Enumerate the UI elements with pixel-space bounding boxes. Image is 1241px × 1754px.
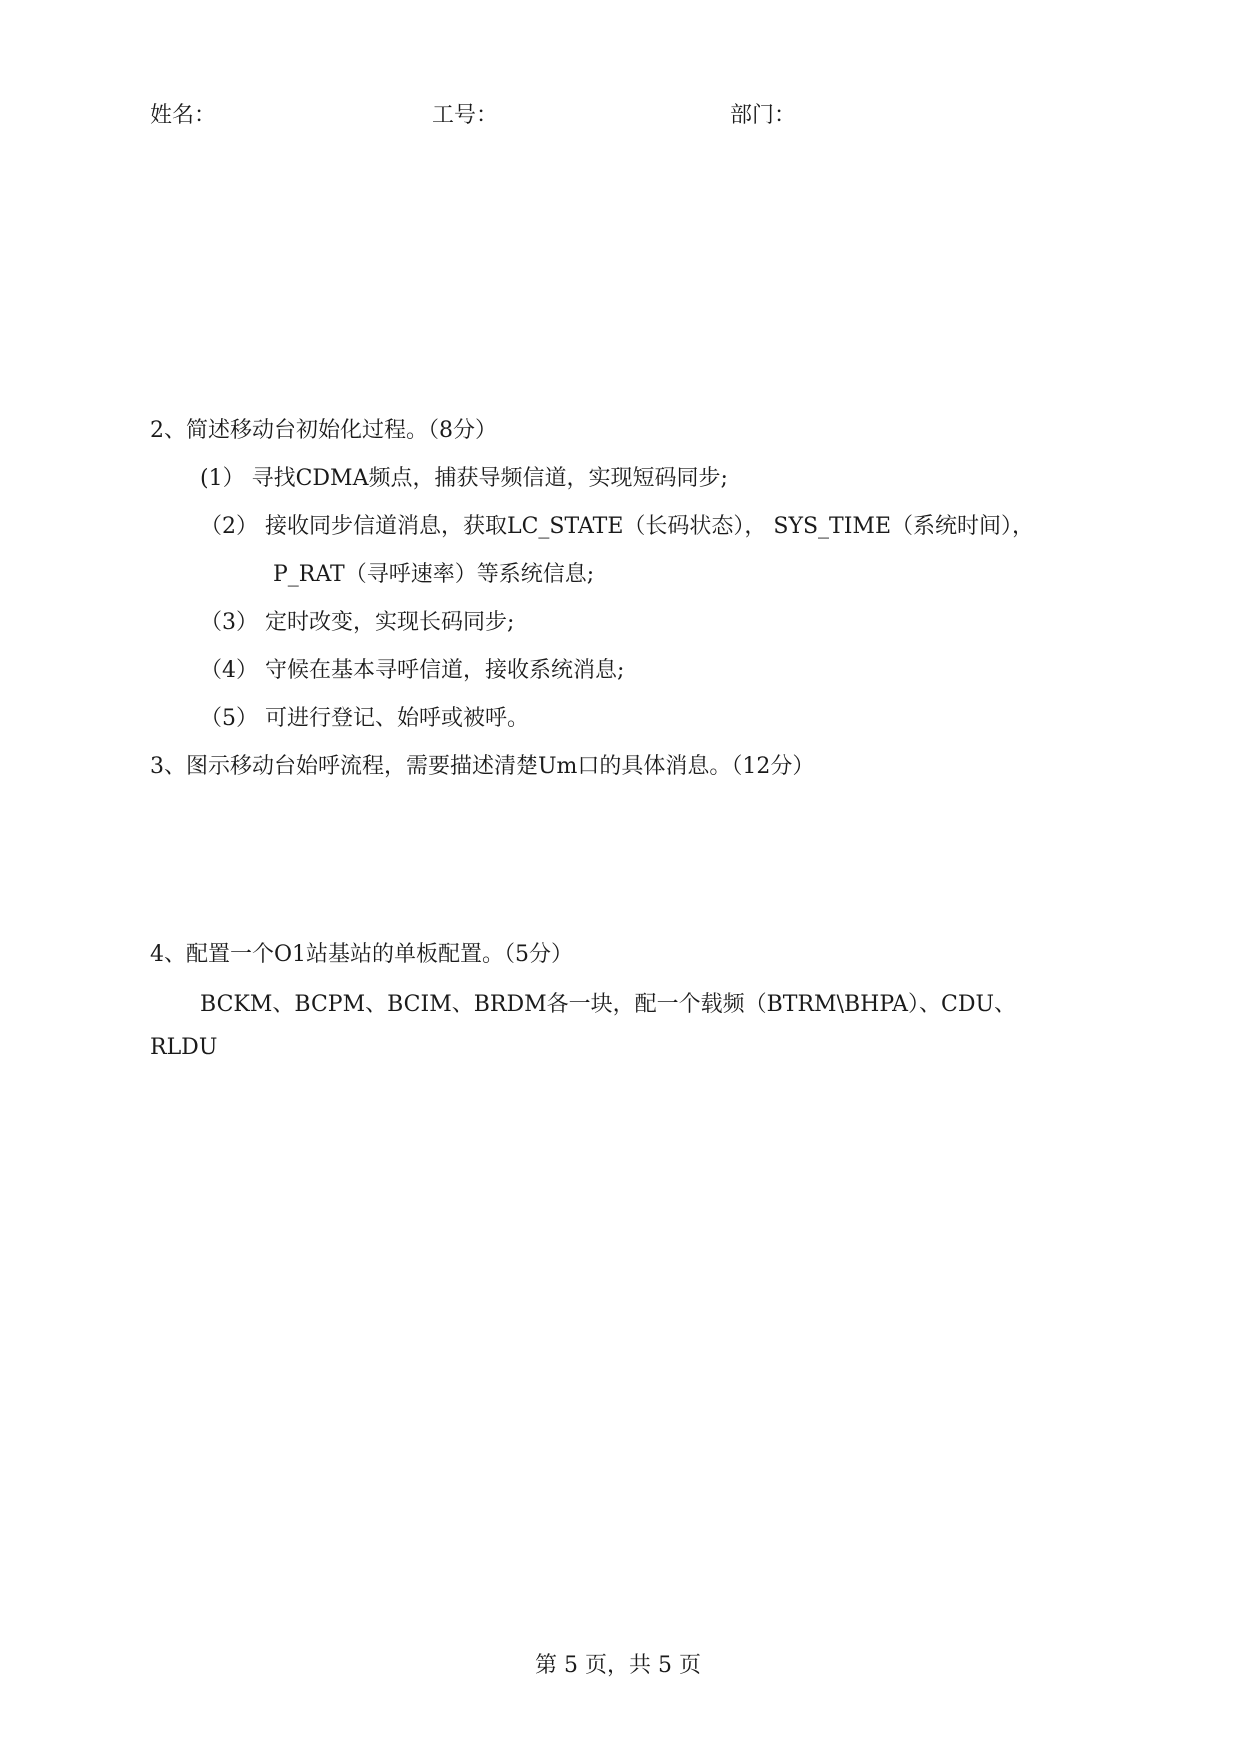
q2-step-1: (1） 寻找CDMA频点，捕获导频信道，实现短码同步; — [200, 466, 728, 491]
question-2-title: 2、简述移动台初始化过程。（8分） — [150, 418, 497, 443]
q2-step-2-continued: P_RAT（寻呼速率）等系统信息; — [273, 562, 595, 587]
page-number-footer: 第 5 页，共 5 页 — [535, 1653, 701, 1678]
q2-step-2: （2） 接收同步信道消息，获取LC_STATE（长码状态）， SYS_TIME（系统时间）， — [200, 514, 1035, 539]
name-label: 姓名： — [150, 103, 217, 128]
employee-id-label: 工号： — [432, 103, 499, 128]
department-label: 部门： — [730, 103, 797, 128]
question-3-title: 3、图示移动台始呼流程，需要描述清楚Um口的具体消息。（12分） — [150, 754, 815, 779]
question-4-title: 4、配置一个O1站基站的单板配置。（5分） — [150, 942, 574, 967]
q4-answer-line-1: BCKM、BCPM、BCIM、BRDM各一块，配一个载频（BTRM\BHPA）、CDU、 — [200, 992, 1017, 1017]
q2-step-5: （5） 可进行登记、始呼或被呼。 — [200, 706, 529, 731]
q2-step-3: （3） 定时改变，实现长码同步; — [200, 610, 515, 635]
q2-step-4: （4） 守候在基本寻呼信道，接收系统消息; — [200, 658, 625, 683]
q4-answer-line-2: RLDU — [150, 1035, 218, 1060]
